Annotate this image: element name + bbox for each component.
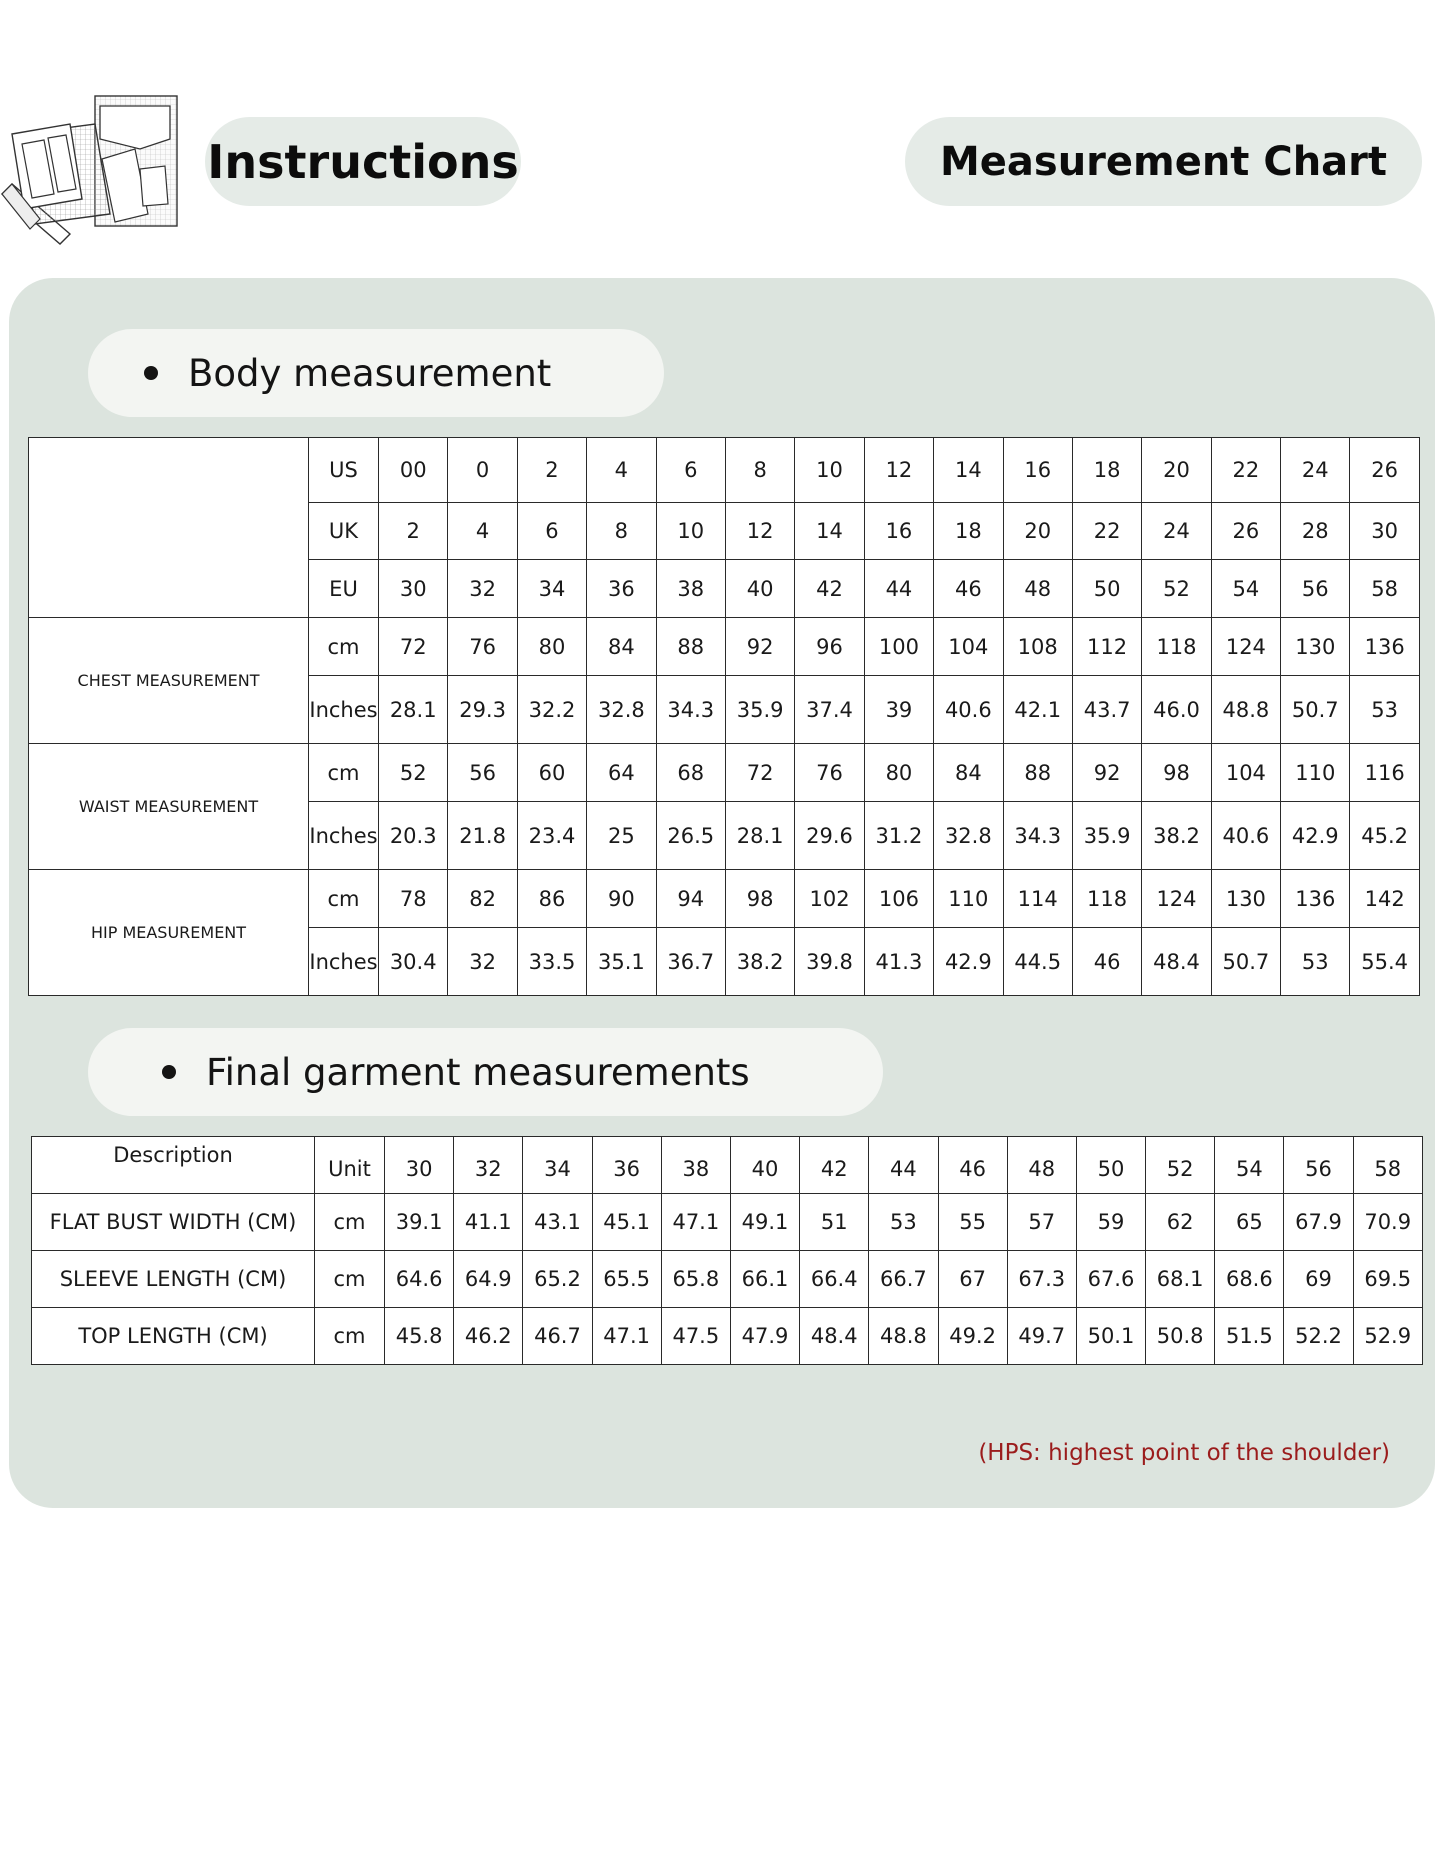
- size-cell: 2: [517, 438, 586, 503]
- value-cell: 50.1: [1076, 1308, 1145, 1365]
- value-cell: 110: [934, 870, 1003, 928]
- value-cell: 45.8: [385, 1308, 454, 1365]
- value-cell: 108: [1003, 618, 1072, 676]
- value-cell: 42.9: [1281, 802, 1350, 870]
- size-cell: 14: [934, 438, 1003, 503]
- value-cell: 92: [725, 618, 794, 676]
- value-cell: 118: [1072, 870, 1141, 928]
- value-cell: 67.3: [1007, 1251, 1076, 1308]
- size-cell: 44: [864, 560, 933, 618]
- value-cell: 32.2: [517, 676, 586, 744]
- value-cell: 47.9: [730, 1308, 799, 1365]
- value-cell: 88: [656, 618, 725, 676]
- value-cell: 47.1: [661, 1194, 730, 1251]
- unit-label: cm: [309, 618, 379, 676]
- value-cell: 92: [1072, 744, 1141, 802]
- value-cell: 48.8: [1211, 676, 1280, 744]
- value-cell: 88: [1003, 744, 1072, 802]
- size-cell: 30: [379, 560, 448, 618]
- value-cell: 106: [864, 870, 933, 928]
- size-cell: 18: [934, 503, 1003, 560]
- size-header-cell: 50: [1076, 1137, 1145, 1194]
- value-cell: 46.7: [523, 1308, 592, 1365]
- size-cell: 40: [725, 560, 794, 618]
- value-cell: 68.6: [1215, 1251, 1284, 1308]
- value-cell: 52.9: [1353, 1308, 1422, 1365]
- value-cell: 52: [379, 744, 448, 802]
- value-cell: 28.1: [379, 676, 448, 744]
- size-cell: 28: [1281, 503, 1350, 560]
- garment-description: FLAT BUST WIDTH (CM): [32, 1194, 315, 1251]
- garment-measurement-heading: [88, 1028, 883, 1116]
- value-cell: 130: [1281, 618, 1350, 676]
- measurement-row-cm: [29, 618, 1420, 676]
- size-cell: 16: [864, 503, 933, 560]
- value-cell: 26.5: [656, 802, 725, 870]
- value-cell: 110: [1281, 744, 1350, 802]
- value-cell: 48.4: [800, 1308, 869, 1365]
- value-cell: 142: [1350, 870, 1419, 928]
- value-cell: 65.8: [661, 1251, 730, 1308]
- value-cell: 50.7: [1211, 928, 1280, 996]
- body-measurement-table: [28, 437, 1420, 996]
- unit-header: Unit: [315, 1137, 385, 1194]
- value-cell: 72: [725, 744, 794, 802]
- value-cell: 66.4: [800, 1251, 869, 1308]
- size-header-cell: 36: [592, 1137, 661, 1194]
- value-cell: 64.9: [454, 1251, 523, 1308]
- value-cell: 43.7: [1072, 676, 1141, 744]
- size-cell: 8: [587, 503, 656, 560]
- size-cell: 24: [1281, 438, 1350, 503]
- garment-header-row: [32, 1137, 1423, 1194]
- value-cell: 35.1: [587, 928, 656, 996]
- value-cell: 38.2: [725, 928, 794, 996]
- value-cell: 65.5: [592, 1251, 661, 1308]
- measurement-row-cm: [29, 870, 1420, 928]
- size-cell: 50: [1072, 560, 1141, 618]
- size-header-cell: 46: [938, 1137, 1007, 1194]
- value-cell: 68: [656, 744, 725, 802]
- value-cell: 114: [1003, 870, 1072, 928]
- size-cell: 42: [795, 560, 864, 618]
- value-cell: 100: [864, 618, 933, 676]
- size-header-cell: 58: [1353, 1137, 1422, 1194]
- size-cell: 24: [1142, 503, 1211, 560]
- value-cell: 45.1: [592, 1194, 661, 1251]
- value-cell: 55.4: [1350, 928, 1419, 996]
- value-cell: 48.4: [1142, 928, 1211, 996]
- value-cell: 47.5: [661, 1308, 730, 1365]
- unit-label: Inches: [309, 928, 379, 996]
- value-cell: 46.2: [454, 1308, 523, 1365]
- size-header-cell: 40: [730, 1137, 799, 1194]
- size-cell: 26: [1350, 438, 1419, 503]
- value-cell: 68.1: [1146, 1251, 1215, 1308]
- value-cell: 66.7: [869, 1251, 938, 1308]
- hps-note: (HPS: highest point of the shoulder): [978, 1440, 1390, 1466]
- value-cell: 84: [587, 618, 656, 676]
- unit-label: cm: [315, 1194, 385, 1251]
- bullet-icon: [162, 1065, 176, 1079]
- garment-description: TOP LENGTH (CM): [32, 1308, 315, 1365]
- value-cell: 94: [656, 870, 725, 928]
- value-cell: 70.9: [1353, 1194, 1422, 1251]
- value-cell: 76: [795, 744, 864, 802]
- value-cell: 49.2: [938, 1308, 1007, 1365]
- value-cell: 25: [587, 802, 656, 870]
- value-cell: 52.2: [1284, 1308, 1353, 1365]
- value-cell: 136: [1350, 618, 1419, 676]
- size-cell: 20: [1142, 438, 1211, 503]
- value-cell: 42.9: [934, 928, 1003, 996]
- value-cell: 65: [1215, 1194, 1284, 1251]
- measurement-name: CHEST MEASUREMENT: [29, 618, 309, 744]
- size-cell: 56: [1281, 560, 1350, 618]
- size-row: [29, 438, 1420, 503]
- size-header-cell: 30: [385, 1137, 454, 1194]
- size-cell: 4: [587, 438, 656, 503]
- value-cell: 20.3: [379, 802, 448, 870]
- size-cell: 36: [587, 560, 656, 618]
- size-cell: 54: [1211, 560, 1280, 618]
- size-header-cell: 48: [1007, 1137, 1076, 1194]
- size-cell: 0: [448, 438, 517, 503]
- measurement-chart-header: Measurement Chart: [905, 117, 1422, 206]
- value-cell: 66.1: [730, 1251, 799, 1308]
- value-cell: 34.3: [1003, 802, 1072, 870]
- value-cell: 39.1: [385, 1194, 454, 1251]
- size-cell: 52: [1142, 560, 1211, 618]
- size-cell: 4: [448, 503, 517, 560]
- size-header-cell: 56: [1284, 1137, 1353, 1194]
- garment-description: SLEEVE LENGTH (CM): [32, 1251, 315, 1308]
- unit-label: cm: [309, 744, 379, 802]
- value-cell: 35.9: [725, 676, 794, 744]
- value-cell: 80: [517, 618, 586, 676]
- value-cell: 51: [800, 1194, 869, 1251]
- value-cell: 30.4: [379, 928, 448, 996]
- value-cell: 86: [517, 870, 586, 928]
- size-header-cell: 54: [1215, 1137, 1284, 1194]
- size-header-cell: 38: [661, 1137, 730, 1194]
- sewing-pattern-icon: [0, 94, 182, 248]
- bullet-icon: [144, 366, 158, 380]
- size-header-cell: 32: [454, 1137, 523, 1194]
- size-cell: 10: [795, 438, 864, 503]
- value-cell: 40.6: [1211, 802, 1280, 870]
- value-cell: 65.2: [523, 1251, 592, 1308]
- size-header-cell: 44: [869, 1137, 938, 1194]
- value-cell: 28.1: [725, 802, 794, 870]
- size-cell: 2: [379, 503, 448, 560]
- value-cell: 50.7: [1281, 676, 1350, 744]
- size-cell: 10: [656, 503, 725, 560]
- value-cell: 56: [448, 744, 517, 802]
- value-cell: 51.5: [1215, 1308, 1284, 1365]
- value-cell: 98: [725, 870, 794, 928]
- value-cell: 102: [795, 870, 864, 928]
- body-measurement-title: Body measurement: [188, 351, 552, 395]
- size-system-label: US: [309, 438, 379, 503]
- value-cell: 38.2: [1142, 802, 1211, 870]
- value-cell: 57: [1007, 1194, 1076, 1251]
- value-cell: 124: [1211, 618, 1280, 676]
- size-cell: 12: [864, 438, 933, 503]
- value-cell: 21.8: [448, 802, 517, 870]
- value-cell: 49.1: [730, 1194, 799, 1251]
- value-cell: 64.6: [385, 1251, 454, 1308]
- size-cell: 32: [448, 560, 517, 618]
- description-header: Description: [32, 1137, 315, 1194]
- value-cell: 112: [1072, 618, 1141, 676]
- value-cell: 23.4: [517, 802, 586, 870]
- value-cell: 67.6: [1076, 1251, 1145, 1308]
- value-cell: 98: [1142, 744, 1211, 802]
- value-cell: 67.9: [1284, 1194, 1353, 1251]
- size-cell: 6: [517, 503, 586, 560]
- value-cell: 48.8: [869, 1308, 938, 1365]
- instructions-header: Instructions: [205, 117, 521, 206]
- garment-row: [32, 1308, 1423, 1365]
- size-cell: 34: [517, 560, 586, 618]
- measurement-row-cm: [29, 744, 1420, 802]
- value-cell: 104: [1211, 744, 1280, 802]
- size-cell: 58: [1350, 560, 1419, 618]
- size-cell: 38: [656, 560, 725, 618]
- unit-label: Inches: [309, 802, 379, 870]
- value-cell: 55: [938, 1194, 1007, 1251]
- size-cell: 20: [1003, 503, 1072, 560]
- unit-label: cm: [315, 1251, 385, 1308]
- size-cell: 18: [1072, 438, 1141, 503]
- value-cell: 32.8: [587, 676, 656, 744]
- value-cell: 42.1: [1003, 676, 1072, 744]
- value-cell: 130: [1211, 870, 1280, 928]
- value-cell: 82: [448, 870, 517, 928]
- size-system-label: EU: [309, 560, 379, 618]
- size-cell: 14: [795, 503, 864, 560]
- value-cell: 37.4: [795, 676, 864, 744]
- garment-measurement-title: Final garment measurements: [206, 1050, 750, 1094]
- size-cell: 00: [379, 438, 448, 503]
- value-cell: 31.2: [864, 802, 933, 870]
- value-cell: 72: [379, 618, 448, 676]
- value-cell: 53: [869, 1194, 938, 1251]
- value-cell: 90: [587, 870, 656, 928]
- size-cell: 26: [1211, 503, 1280, 560]
- value-cell: 60: [517, 744, 586, 802]
- size-cell: 16: [1003, 438, 1072, 503]
- value-cell: 116: [1350, 744, 1419, 802]
- body-measurement-heading: [88, 329, 664, 417]
- garment-row: [32, 1194, 1423, 1251]
- value-cell: 29.6: [795, 802, 864, 870]
- value-cell: 136: [1281, 870, 1350, 928]
- value-cell: 41.3: [864, 928, 933, 996]
- unit-label: cm: [315, 1308, 385, 1365]
- value-cell: 46.0: [1142, 676, 1211, 744]
- value-cell: 53: [1350, 676, 1419, 744]
- value-cell: 43.1: [523, 1194, 592, 1251]
- value-cell: 39.8: [795, 928, 864, 996]
- value-cell: 78: [379, 870, 448, 928]
- value-cell: 104: [934, 618, 1003, 676]
- size-cell: 46: [934, 560, 1003, 618]
- size-cell: 22: [1211, 438, 1280, 503]
- value-cell: 62: [1146, 1194, 1215, 1251]
- value-cell: 53: [1281, 928, 1350, 996]
- size-cell: 30: [1350, 503, 1419, 560]
- value-cell: 80: [864, 744, 933, 802]
- value-cell: 64: [587, 744, 656, 802]
- value-cell: 124: [1142, 870, 1211, 928]
- size-cell: 6: [656, 438, 725, 503]
- value-cell: 49.7: [1007, 1308, 1076, 1365]
- value-cell: 96: [795, 618, 864, 676]
- value-cell: 50.8: [1146, 1308, 1215, 1365]
- size-cell: 8: [725, 438, 794, 503]
- measurement-name: WAIST MEASUREMENT: [29, 744, 309, 870]
- value-cell: 45.2: [1350, 802, 1419, 870]
- value-cell: 36.7: [656, 928, 725, 996]
- size-header-cell: 42: [800, 1137, 869, 1194]
- empty-corner-cell: [29, 438, 309, 618]
- value-cell: 118: [1142, 618, 1211, 676]
- value-cell: 69: [1284, 1251, 1353, 1308]
- value-cell: 32: [448, 928, 517, 996]
- value-cell: 59: [1076, 1194, 1145, 1251]
- value-cell: 67: [938, 1251, 1007, 1308]
- size-header-cell: 34: [523, 1137, 592, 1194]
- value-cell: 40.6: [934, 676, 1003, 744]
- unit-label: Inches: [309, 676, 379, 744]
- value-cell: 33.5: [517, 928, 586, 996]
- size-system-label: UK: [309, 503, 379, 560]
- unit-label: cm: [309, 870, 379, 928]
- value-cell: 39: [864, 676, 933, 744]
- size-cell: 22: [1072, 503, 1141, 560]
- value-cell: 29.3: [448, 676, 517, 744]
- size-cell: 12: [725, 503, 794, 560]
- value-cell: 35.9: [1072, 802, 1141, 870]
- size-cell: 48: [1003, 560, 1072, 618]
- garment-row: [32, 1251, 1423, 1308]
- value-cell: 76: [448, 618, 517, 676]
- value-cell: 34.3: [656, 676, 725, 744]
- value-cell: 44.5: [1003, 928, 1072, 996]
- value-cell: 41.1: [454, 1194, 523, 1251]
- value-cell: 69.5: [1353, 1251, 1422, 1308]
- value-cell: 47.1: [592, 1308, 661, 1365]
- value-cell: 84: [934, 744, 1003, 802]
- value-cell: 32.8: [934, 802, 1003, 870]
- value-cell: 46: [1072, 928, 1141, 996]
- size-header-cell: 52: [1146, 1137, 1215, 1194]
- garment-measurement-table: [31, 1136, 1423, 1365]
- measurement-name: HIP MEASUREMENT: [29, 870, 309, 996]
